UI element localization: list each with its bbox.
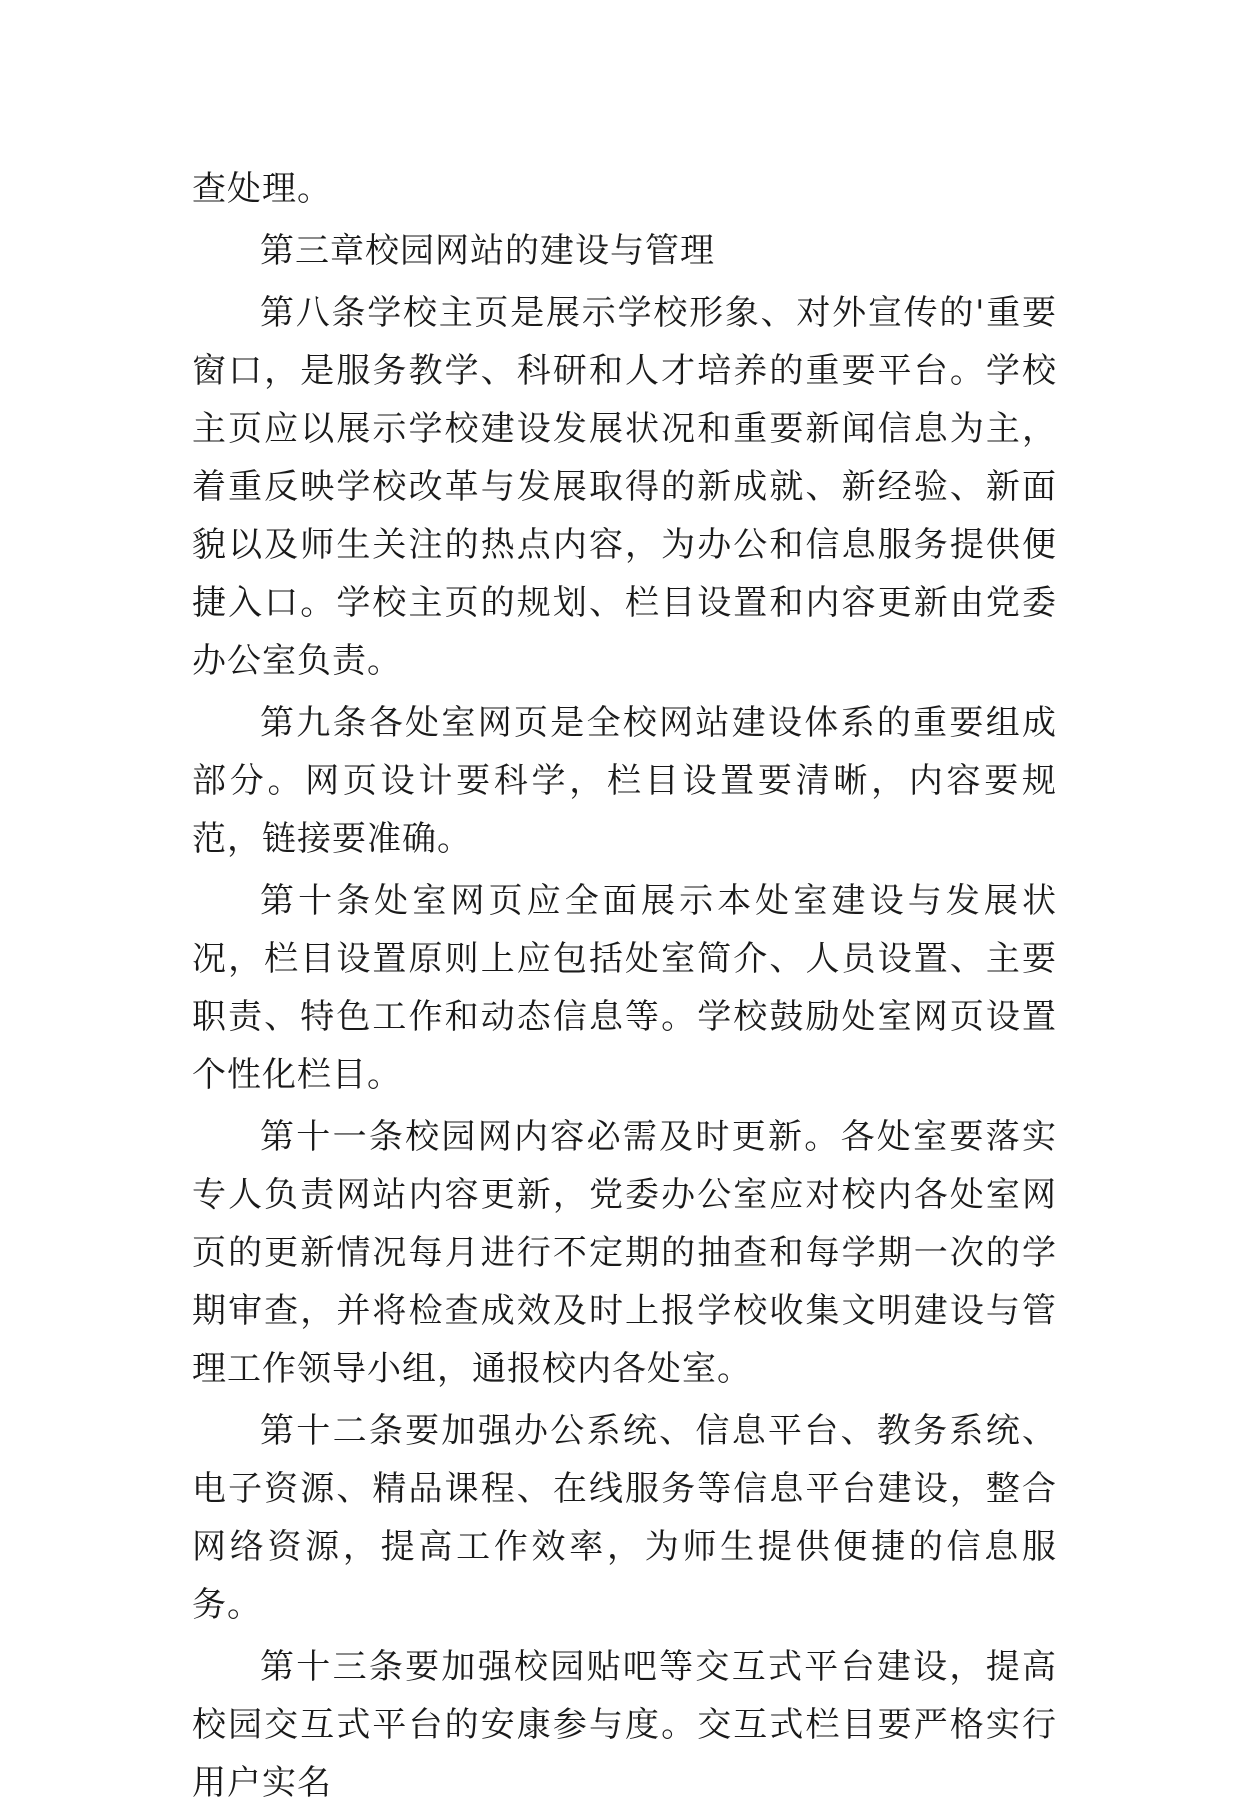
article-13-paragraph: 第十三条要加强校园贴吧等交互式平台建设，提高校园交互式平台的安康参与度。交互式栏目要严格实行用户实名 [192, 1647, 1057, 1803]
chapter-heading: 第三章校园网站的建设与管理 [260, 231, 715, 271]
document-body [192, 160, 1057, 1812]
article-11-paragraph: 第十一条校园网内容必需及时更新。各处室要落实专人负责网站内容更新，党委办公室应对校内各处室网页的更新情况每月进行不定期的抽查和每学期一次的学期审查，并将检查成效及时上报学校收集文明建设与管理工作领导小组，通报校内各处室。 [192, 1117, 1057, 1389]
paragraph-continuation: 查处理。 [192, 169, 332, 209]
article-8-paragraph: 第八条学校主页是展示学校形象、对外宣传的'重要窗口，是服务教学、科研和人才培养的重要平台。学校主页应以展示学校建设发展状况和重要新闻信息为主，着重反映学校改革与发展取得的新成就、新经验、新面貌以及师生关注的热点内容，为办公和信息服务提供便捷入口。学校主页的规划、栏目设置和内容更新由党委办公室负责。 [192, 293, 1057, 681]
article-12-paragraph: 第十二条要加强办公系统、信息平台、教务系统、电子资源、精品课程、在线服务等信息平台建设，整合网络资源，提高工作效率，为师生提供便捷的信息服务。 [192, 1411, 1057, 1625]
article-10-paragraph: 第十条处室网页应全面展示本处室建设与发展状况，栏目设置原则上应包括处室简介、人员设置、主要职责、特色工作和动态信息等。学校鼓励处室网页设置个性化栏目。 [192, 881, 1057, 1095]
article-9-paragraph: 第九条各处室网页是全校网站建设体系的重要组成部分。网页设计要科学，栏目设置要清晰，内容要规范，链接要准确。 [192, 703, 1057, 859]
